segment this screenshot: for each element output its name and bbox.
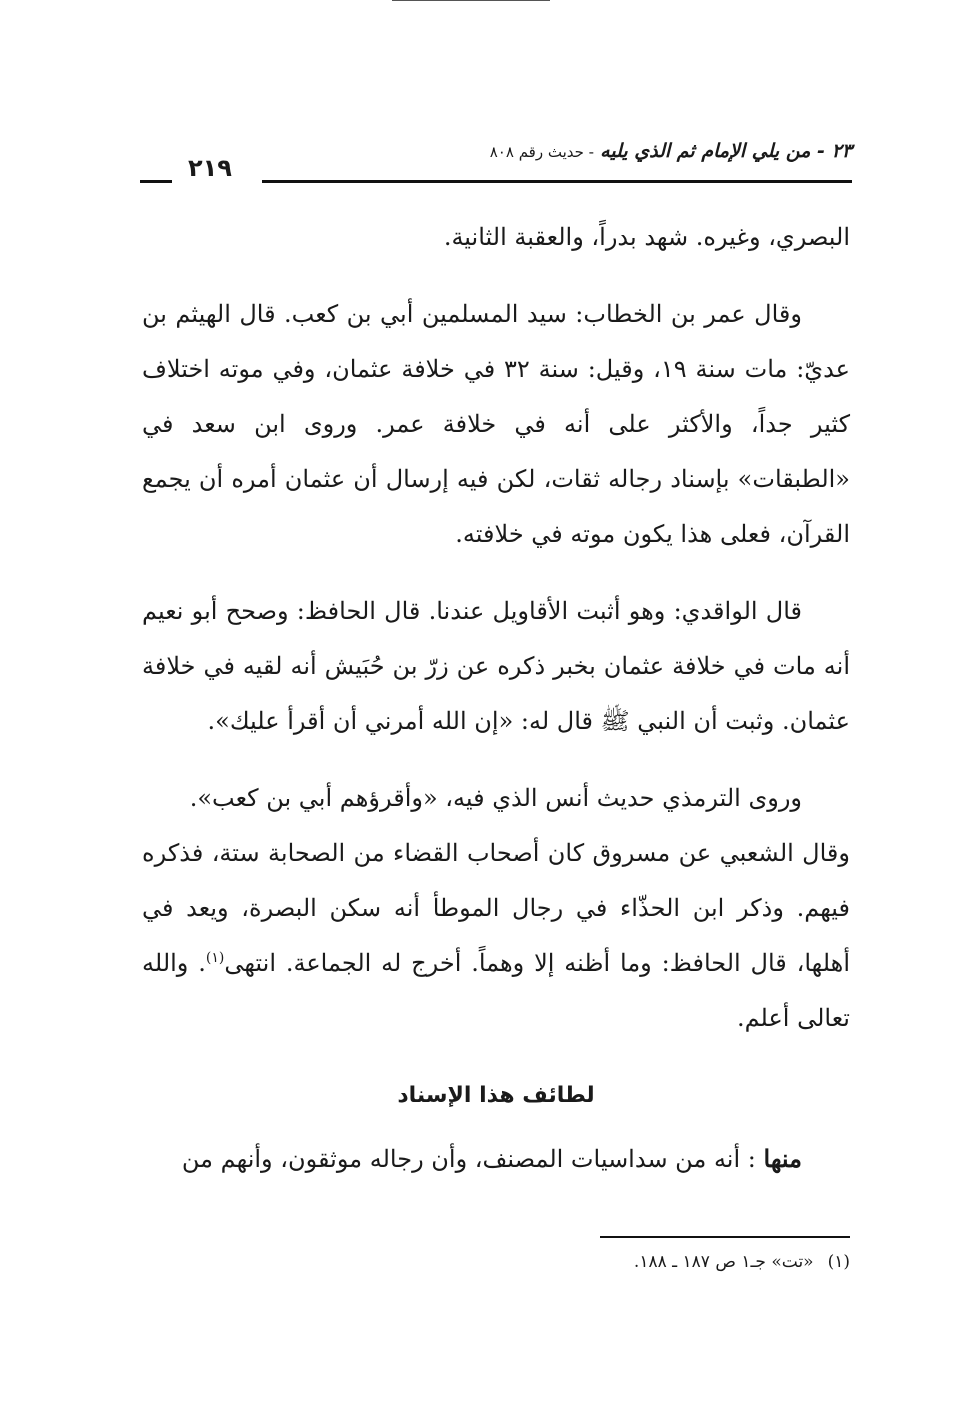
footnote-number: (١) [827, 1252, 850, 1272]
running-head [490, 140, 852, 162]
paragraph-2: وقال عمر بن الخطاب: سيد المسلمين أبي بن كعب. قال الهيثم بن عديّ: مات سنة ١٩، وقيل: سنة ٣٢ في خلافة عثمان، وفي موته اختلاف كثير جداً، والأكثر على أنه في خلافة عمر. وروى ابن سعد في «الطبقات» بإسناد رجاله ثقات، لكن فيه إرسال أن عثمان أمره أن يجمع القرآن، فعلى هذا يكون موته في خلافته. [142, 300, 850, 548]
footnote-text: «تت» جـ١ ص ١٨٧ ـ ١٨٨. [633, 1252, 814, 1272]
header-rule [262, 180, 852, 183]
hadith-number: - حديث رقم ٨٠٨ [489, 143, 595, 161]
page-number: ٢١٩ [188, 154, 232, 182]
paragraph-1: البصري، وغيره. شهد بدراً، والعقبة الثانية. [443, 223, 850, 251]
page-header [140, 140, 852, 180]
section-heading: لطائف هذا الإسناد [397, 1083, 595, 1108]
footnote [634, 1252, 850, 1272]
lead-word: منها [763, 1144, 802, 1173]
paragraph-5 [142, 826, 850, 1046]
paragraph-3: قال الواقدي: وهو أثبت الأقاويل عندنا. قال الحافظ: وصحح أبو نعيم أنه مات في خلافة عثمان بخبر ذكره عن زرّ بن حُبَيش أنه لقيه في خلافة عثمان. وثبت أن النبي ﷺ قال له: «إن الله أمرني أن أقرأ عليك». [142, 597, 850, 735]
footnote-rule [600, 1236, 850, 1238]
paragraph-5-ending: . والله تعالى أعلم. [142, 949, 850, 1032]
top-edge-rule [392, 0, 550, 1]
paragraph-6 [142, 1131, 850, 1187]
page-body [142, 210, 850, 1209]
paragraph-6-text: : أنه من سداسيات المصنف، وأن رجاله موثقون، وأنهم من [181, 1145, 756, 1173]
paragraph-4: وروى الترمذي حديث أنس الذي فيه، «وأقرؤهم أبي بن كعب». [189, 784, 802, 812]
footnote-reference: (١) [205, 950, 225, 966]
page-number-dash [140, 180, 172, 183]
paragraph-5-text: وقال الشعبي عن مسروق كان أصحاب القضاء من الصحابة ستة، فذكره فيهم. وذكر ابن الحذّاء في رجال الموطأ أنه سكن البصرة، ويعد في أهلها، قال الحافظ: وما أظنه إلا وهماً. أخرج له الجماعة. انتهى [142, 839, 851, 977]
chapter-title: ٢٣ - من يلي الإمام ثم الذي يليه [600, 140, 852, 162]
